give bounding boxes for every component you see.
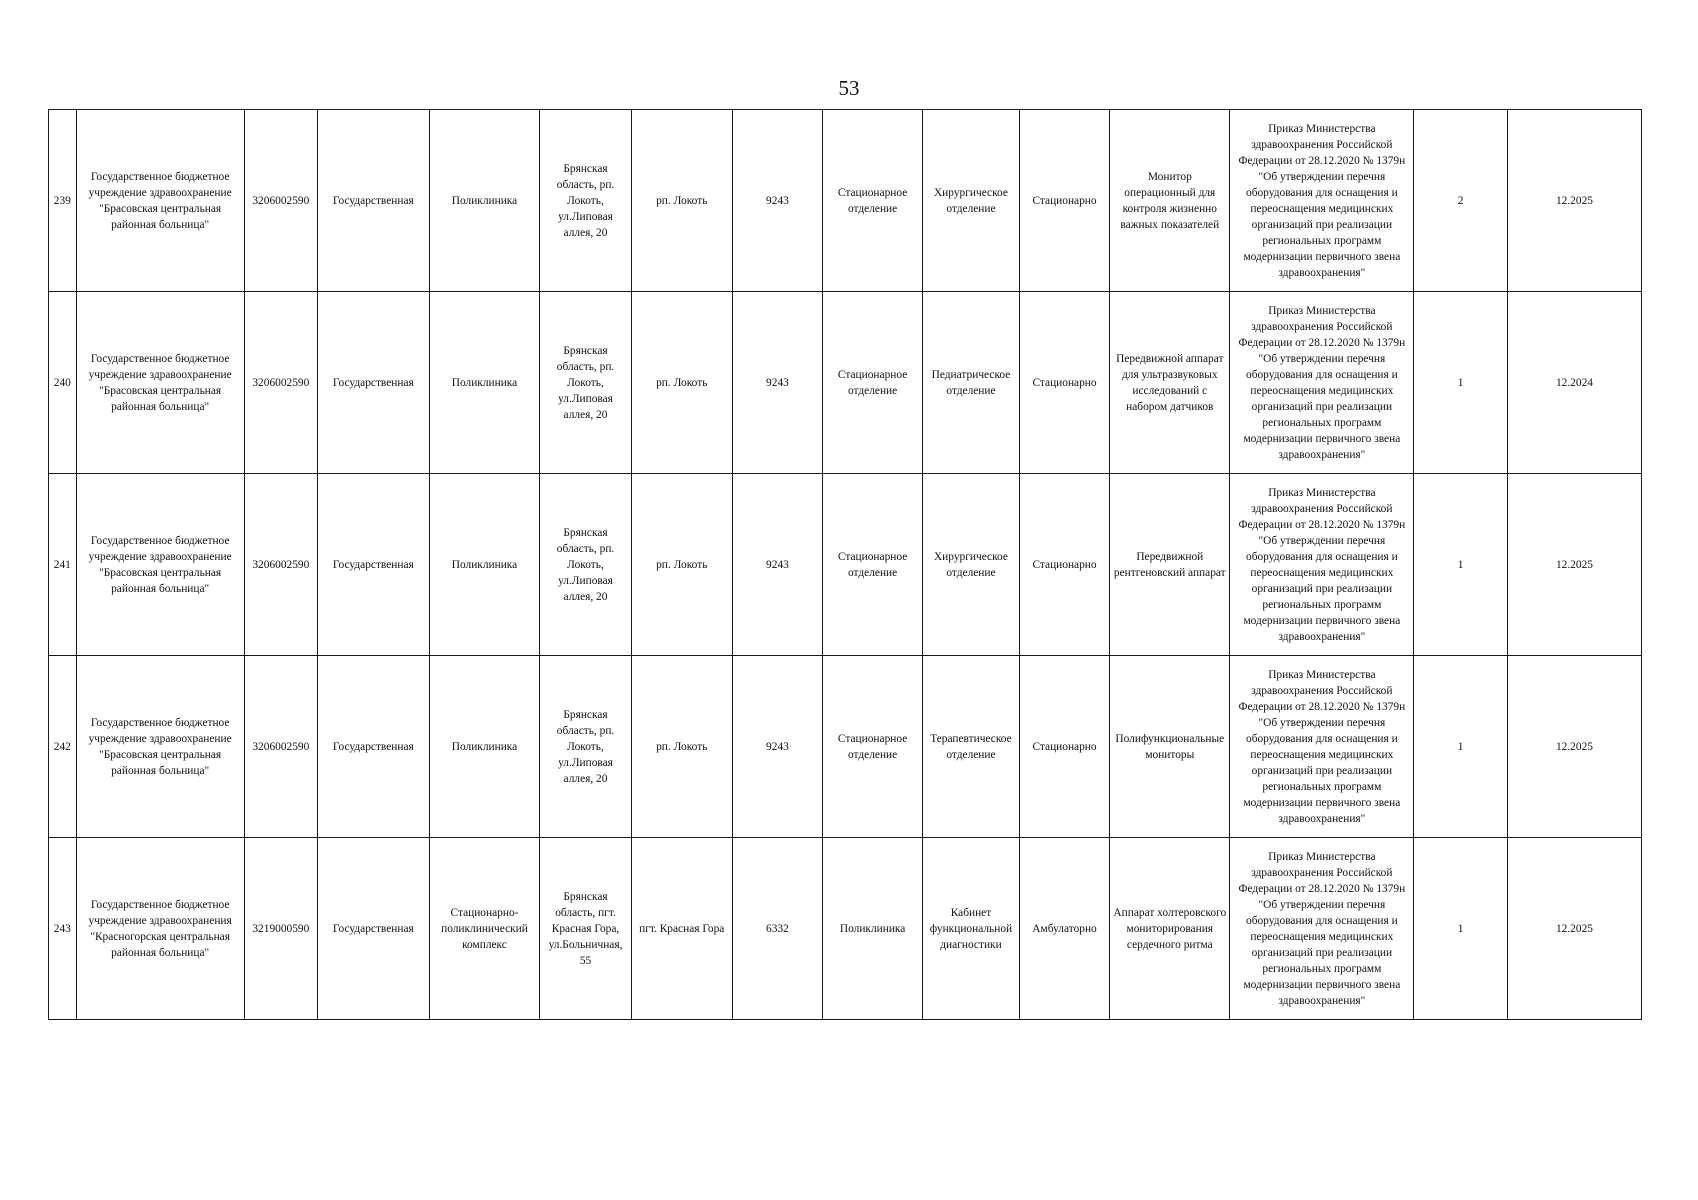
order-text: Приказ Министерства здравоохранения Российской Федерации от 28.12.2020 № 1379н "Об утверждении перечня оборудования для оснащения и переоснащения медицинских организаций при реализации региональных программ модернизации первичного звена здравоохранения" [1238, 668, 1406, 825]
department: Хирургическое отделение [923, 110, 1020, 292]
quantity: 2 [1414, 110, 1508, 292]
institution-name: Государственное бюджетное учреждение здравоохранение "Брасовская центральная районная больница" [76, 474, 244, 656]
inn: 3206002590 [244, 292, 317, 474]
settlement: рп. Локоть [631, 110, 732, 292]
code: 6332 [732, 838, 822, 1020]
unit: Поликлиника [823, 838, 923, 1020]
delivery-date: 12.2024 [1507, 292, 1641, 474]
table-row [49, 838, 1642, 1020]
quantity: 1 [1414, 656, 1508, 838]
order-reference [1230, 110, 1414, 292]
facility-type: Поликлиника [429, 656, 540, 838]
equipment-name: Передвижной аппарат для ультразвуковых исследований с набором датчиков [1110, 292, 1230, 474]
order-reference [1230, 656, 1414, 838]
order-text: Приказ Министерства здравоохранения Российской Федерации от 28.12.2020 № 1379н "Об утверждении перечня оборудования для оснащения и переоснащения медицинских организаций при реализации региональных программ модернизации первичного звена здравоохранения" [1238, 304, 1406, 461]
unit: Стационарное отделение [823, 110, 923, 292]
code: 9243 [732, 474, 822, 656]
unit: Стационарное отделение [823, 474, 923, 656]
ownership: Государственная [318, 838, 430, 1020]
care-mode: Амбулаторно [1019, 838, 1109, 1020]
order-reference [1230, 292, 1414, 474]
delivery-date: 12.2025 [1507, 474, 1641, 656]
row-number: 240 [49, 292, 77, 474]
institution-name: Государственное бюджетное учреждение здравоохранение "Брасовская центральная районная больница" [76, 656, 244, 838]
row-number: 241 [49, 474, 77, 656]
ownership: Государственная [318, 656, 430, 838]
institution-name: Государственное бюджетное учреждение здравоохранение "Брасовская центральная районная больница" [76, 292, 244, 474]
inn: 3206002590 [244, 110, 317, 292]
address: Брянская область, пгт. Красная Гора, ул.Больничная, 55 [540, 838, 631, 1020]
ownership: Государственная [318, 474, 430, 656]
quantity: 1 [1414, 474, 1508, 656]
page-number: 53 [838, 76, 860, 100]
care-mode: Стационарно [1019, 292, 1109, 474]
care-mode: Стационарно [1019, 656, 1109, 838]
delivery-date: 12.2025 [1507, 110, 1641, 292]
code: 9243 [732, 656, 822, 838]
address: Брянская область, рп. Локоть, ул.Липовая аллея, 20 [540, 292, 631, 474]
row-number: 242 [49, 656, 77, 838]
address: Брянская область, рп. Локоть, ул.Липовая аллея, 20 [540, 474, 631, 656]
table-row [49, 110, 1642, 292]
department: Терапевтическое отделение [923, 656, 1020, 838]
inn: 3219000590 [244, 838, 317, 1020]
department: Кабинет функциональной диагностики [923, 838, 1020, 1020]
inn: 3206002590 [244, 474, 317, 656]
unit: Стационарное отделение [823, 656, 923, 838]
facility-type: Поликлиника [429, 110, 540, 292]
equipment-name: Монитор операционный для контроля жизненно важных показателей [1110, 110, 1230, 292]
department: Хирургическое отделение [923, 474, 1020, 656]
inn: 3206002590 [244, 656, 317, 838]
delivery-date: 12.2025 [1507, 838, 1641, 1020]
ownership: Государственная [318, 292, 430, 474]
code: 9243 [732, 110, 822, 292]
table-row [49, 292, 1642, 474]
equipment-table [48, 109, 1642, 1020]
order-text: Приказ Министерства здравоохранения Российской Федерации от 28.12.2020 № 1379н "Об утверждении перечня оборудования для оснащения и переоснащения медицинских организаций при реализации региональных программ модернизации первичного звена здравоохранения" [1238, 122, 1406, 279]
code: 9243 [732, 292, 822, 474]
table-row [49, 656, 1642, 838]
quantity: 1 [1414, 838, 1508, 1020]
unit: Стационарное отделение [823, 292, 923, 474]
row-number: 243 [49, 838, 77, 1020]
facility-type: Стационарно-поликлинический комплекс [429, 838, 540, 1020]
ownership: Государственная [318, 110, 430, 292]
care-mode: Стационарно [1019, 110, 1109, 292]
settlement: рп. Локоть [631, 656, 732, 838]
facility-type: Поликлиника [429, 474, 540, 656]
care-mode: Стационарно [1019, 474, 1109, 656]
order-reference [1230, 474, 1414, 656]
address: Брянская область, рп. Локоть, ул.Липовая аллея, 20 [540, 110, 631, 292]
quantity: 1 [1414, 292, 1508, 474]
facility-type: Поликлиника [429, 292, 540, 474]
order-text: Приказ Министерства здравоохранения Российской Федерации от 28.12.2020 № 1379н "Об утверждении перечня оборудования для оснащения и переоснащения медицинских организаций при реализации региональных программ модернизации первичного звена здравоохранения" [1238, 850, 1406, 1007]
settlement: рп. Локоть [631, 292, 732, 474]
equipment-name: Передвижной рентгеновский аппарат [1110, 474, 1230, 656]
equipment-name: Аппарат холтеровского мониторирования сердечного ритма [1110, 838, 1230, 1020]
equipment-name: Полифункциональные мониторы [1110, 656, 1230, 838]
row-number: 239 [49, 110, 77, 292]
order-reference [1230, 838, 1414, 1020]
department: Педиатрическое отделение [923, 292, 1020, 474]
institution-name: Государственное бюджетное учреждение здравоохранения "Красногорская центральная районная больница" [76, 838, 244, 1020]
settlement: пгт. Красная Гора [631, 838, 732, 1020]
settlement: рп. Локоть [631, 474, 732, 656]
address: Брянская область, рп. Локоть, ул.Липовая аллея, 20 [540, 656, 631, 838]
table-row [49, 474, 1642, 656]
institution-name: Государственное бюджетное учреждение здравоохранение "Брасовская центральная районная больница" [76, 110, 244, 292]
table-body [49, 110, 1642, 1020]
delivery-date: 12.2025 [1507, 656, 1641, 838]
order-text: Приказ Министерства здравоохранения Российской Федерации от 28.12.2020 № 1379н "Об утверждении перечня оборудования для оснащения и переоснащения медицинских организаций при реализации региональных программ модернизации первичного звена здравоохранения" [1238, 486, 1406, 643]
